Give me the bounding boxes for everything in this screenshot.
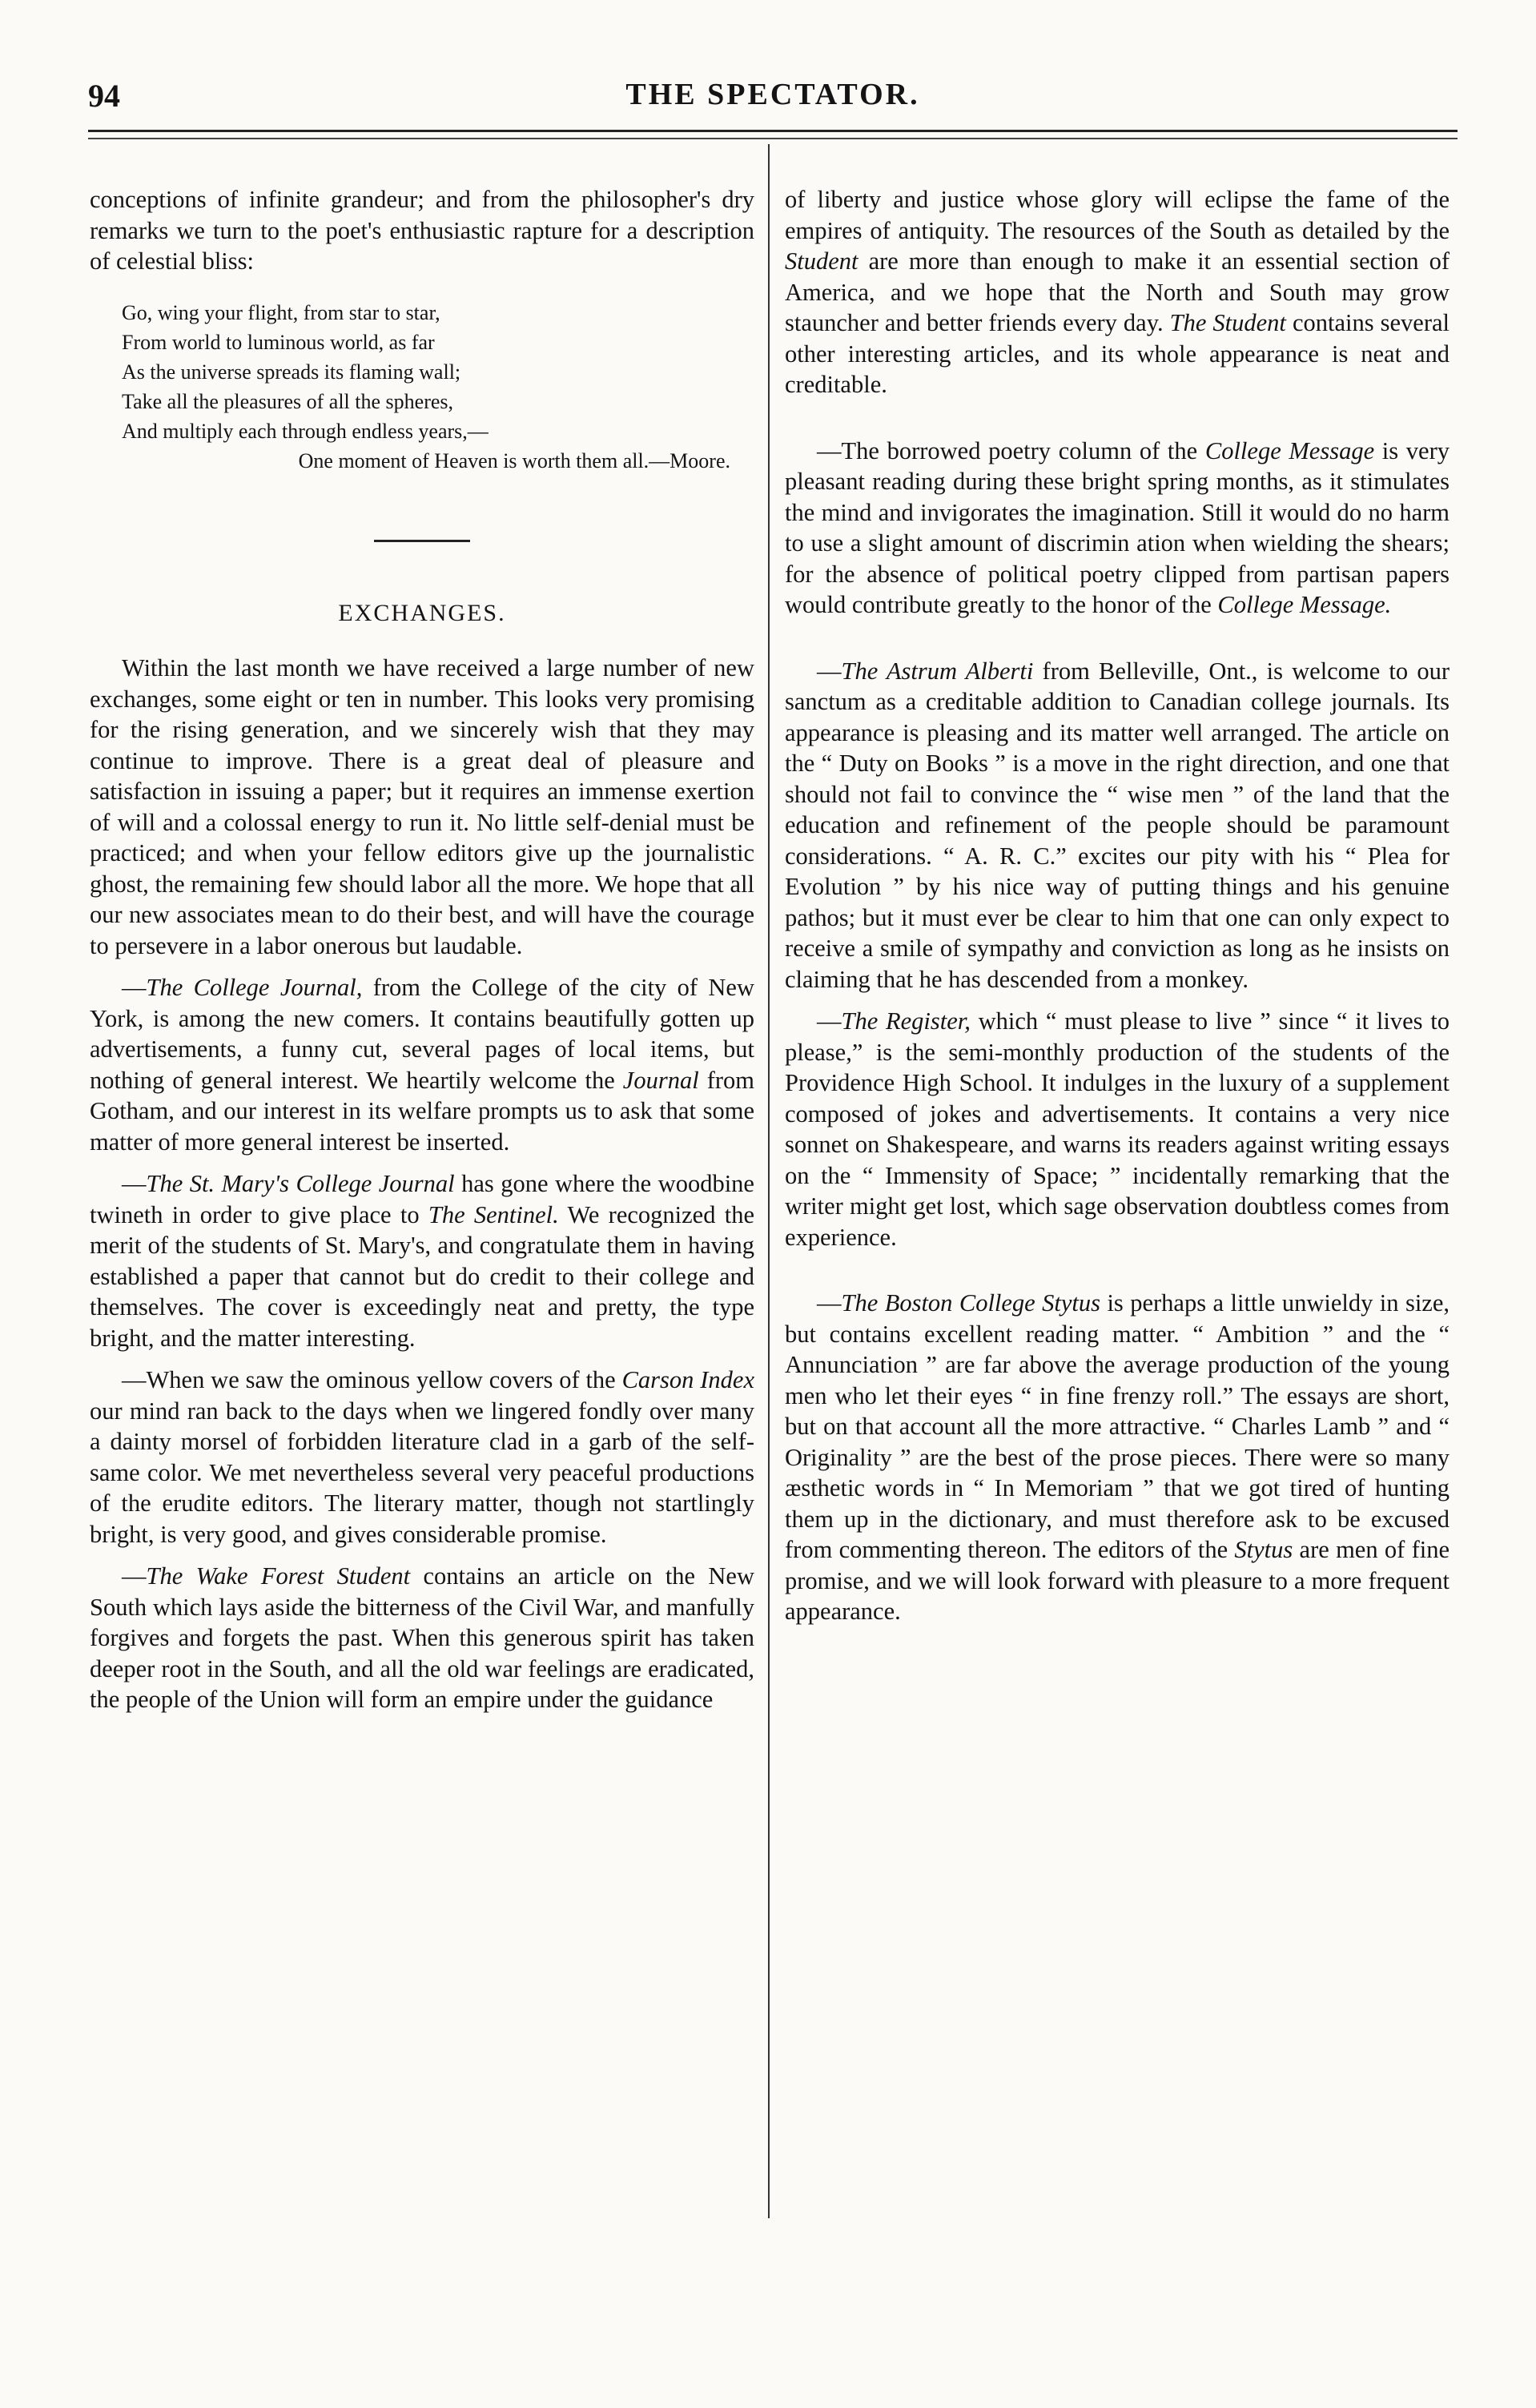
astrum-alberti-paragraph: —The Astrum Alberti from Belleville, Ont., is welcome to our sanctum as a creditable addition to Canadian college journals. Its appearance is pleasing and its matter well arranged. The article on the “ Duty on Books ” is a move in the right direction, and one that should not fail to convince the “ wise men ” of the land that the education and refinement of the people should be paramount considerations. “ A. R. C.” excites our pity with his “ Plea for Evolution ” by his nice way of putting things and his genuine pathos; but it must ever be clear to him that one can only expect to receive a smile of sympathy and conviction as long as he insists on claiming that he has descended from a monkey. — [785, 657, 1450, 993]
section-divider — [374, 540, 470, 542]
spacer — [785, 632, 1450, 656]
exchanges-paragraph: Within the last month we have received a large number of new exchanges, some eight or ten in number. This looks very promising for the rising generation, and we sincerely wish that they may continue to improve. There is a great deal of pleasure and satisfaction in issuing a paper; but it requires an immense exertion of will and a colossal energy to run it. No little self-denial must be practiced; and when your fellow editors give up the journalistic ghost, the remaining few should labor all the more. We hope that all our new associates mean to do their best, and will have the courage to persevere in a labor onerous but laudable. — [90, 654, 754, 959]
header-rule-secondary — [88, 138, 1458, 139]
page-header — [88, 77, 1458, 125]
boston-college-paragraph: —The Boston College Stytus is perhaps a little unwieldy in size, but contains excellent reading matter. “ Ambition ” and the “ Annunciation ” are far above the average production of the young men who let their eyes “ in fine frenzy roll.” The essays are short, but on that account all the more attractive. “ Charles Lamb ” and “ Originality ” are the best of the prose pieces. There were so many æsthetic words in “ In Memoriam ” that we got tired of hunting them up in the dictionary, and must therefore ask to be excused from commenting thereon. The editors of the Stytus are men of fine promise, and we will look forward with pleasure to a more frequent appearance. — [785, 1289, 1450, 1625]
wake-forest-paragraph: —The Wake Forest Student contains an article on the New South which lays aside the bitterness of the Civil War, and manfully forgives and forgets the past. When this generous spirit has taken deeper root in the South, and all the old war feelings are eradicated, the people of the Union will form an empire under the guidance — [90, 1562, 754, 1713]
poem-quote — [122, 298, 754, 476]
register-paragraph: —The Register, which “ must please to live ” since “ it lives to please,” is the semi-monthly production of the students of the Providence High School. It indulges in the luxury of a supplement composed of jokes and advertisements. It contains a very nice sonnet on Shakespeare, and warns its readers against writing essays on the “ Immensity of Space; ” incidentally remarking that the writer might get lost, which sage observation doubtless comes from experience. — [785, 1007, 1450, 1251]
intro-paragraph: conceptions of infinite grandeur; and from the philosopher's dry remarks we turn to the poet's enthusiastic rapture for a description of celestial bliss: — [90, 186, 754, 275]
carson-index-paragraph: —When we saw the ominous yellow covers of the Carson Index our mind ran back to the days when we lingered fondly over many a dainty morsel of forbidden literature clad in a garb of the self-same color. We met nevertheless several very peaceful productions of the erudite editors. The literary matter, though not startlingly bright, is very good, and gives considerable promise. — [90, 1366, 754, 1548]
poem-line: As the universe spreads its flaming wall; — [122, 360, 461, 384]
section-heading-exchanges: EXCHANGES. — [338, 599, 506, 626]
left-column — [90, 184, 754, 1727]
poem-line: And multiply each through endless years,— — [122, 419, 489, 443]
journal-title: THE SPECTATOR. — [625, 78, 920, 111]
page-number: 94 — [88, 78, 120, 114]
spacer — [785, 1264, 1450, 1288]
wake-forest-continued: of liberty and justice whose glory will eclipse the fame of the empires of antiquity. The resources of the South as detailed by the Student are more than enough to make it an essential section of America, and we hope that the North and South may grow stauncher and better friends every day. The Student contains several other interesting articles, and its whole appearance is neat and creditable. — [785, 186, 1450, 398]
college-message-paragraph: —The borrowed poetry column of the College Message is very pleasant reading during these bright spring months, as it stimulates the mind and invigorates the imagination. Still it would do no harm to use a slight amount of discrimin ation when wielding the shears; for the absence of political poetry clipped from partisan papers would contribute greatly to the honor of the College Message. — [785, 436, 1450, 618]
st-marys-paragraph: —The St. Mary's College Journal has gone where the woodbine twineth in order to give place to The Sentinel. We recognized the merit of the students of St. Mary's, and congratulate them in having established a paper that cannot but do credit to their college and themselves. The cover is exceedingly neat and pretty, the type bright, and the matter interesting. — [90, 1170, 755, 1352]
poem-line: Go, wing your flight, from star to star, — [122, 300, 440, 324]
college-journal-paragraph: —The College Journal, from the College of the city of New York, is among the new comers. It contains beautifully gotten up advertisements, a funny cut, several pages of local items, but nothing of general interest. We heartily welcome the Journal from Gotham, and our interest in its welfare prompts us to ask that some matter of more general interest be inserted. — [90, 974, 755, 1156]
poem-line: Take all the pleasures of all the spheres, — [122, 389, 454, 413]
spacer — [785, 412, 1450, 436]
poem-line-attribution: One moment of Heaven is worth them all.—Moore. — [298, 448, 730, 472]
poem-line: From world to luminous world, as far — [122, 330, 435, 354]
header-rule — [88, 130, 1458, 132]
right-column — [785, 184, 1450, 1638]
column-divider — [768, 144, 770, 2218]
